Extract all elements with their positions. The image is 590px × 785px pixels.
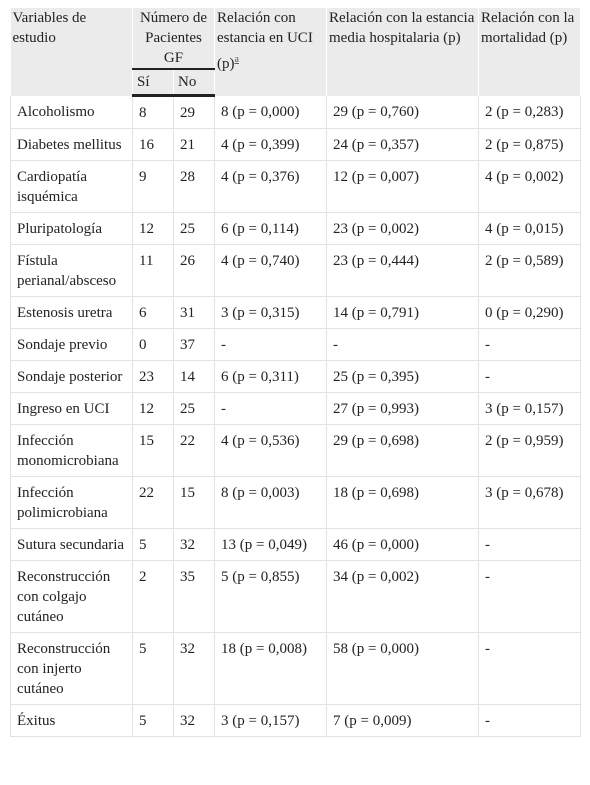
cell-stay: 34 (p = 0,002) — [327, 561, 479, 633]
cell-no: 22 — [174, 425, 215, 477]
cell-uci: - — [215, 329, 327, 361]
table-row — [11, 477, 581, 529]
cell-variable: Ingreso en UCI — [11, 393, 133, 425]
cell-mortality: 2 (p = 0,875) — [479, 129, 581, 161]
table-row — [11, 96, 581, 129]
cell-uci: 4 (p = 0,536) — [215, 425, 327, 477]
table-row — [11, 245, 581, 297]
cell-stay: 27 (p = 0,993) — [327, 393, 479, 425]
cell-variable: Sutura secundaria — [11, 529, 133, 561]
table-row — [11, 633, 581, 705]
cell-variable: Estenosis uretra — [11, 297, 133, 329]
cell-mortality: 3 (p = 0,157) — [479, 393, 581, 425]
cell-si: 16 — [133, 129, 174, 161]
table-body — [11, 96, 581, 737]
cell-stay: 24 (p = 0,357) — [327, 129, 479, 161]
cell-stay: 23 (p = 0,002) — [327, 213, 479, 245]
cell-no: 29 — [174, 96, 215, 129]
cell-mortality: 4 (p = 0,015) — [479, 213, 581, 245]
header-stay: Relación con la estancia media hospitalaria (p) — [327, 8, 479, 96]
cell-mortality: - — [479, 529, 581, 561]
cell-mortality: - — [479, 705, 581, 737]
cell-uci: 6 (p = 0,311) — [215, 361, 327, 393]
cell-uci: 8 (p = 0,000) — [215, 96, 327, 129]
table-row — [11, 393, 581, 425]
cell-mortality: 4 (p = 0,002) — [479, 161, 581, 213]
cell-stay: 46 (p = 0,000) — [327, 529, 479, 561]
cell-stay: 29 (p = 0,698) — [327, 425, 479, 477]
cell-uci: - — [215, 393, 327, 425]
table-row — [11, 425, 581, 477]
cell-si: 5 — [133, 705, 174, 737]
table-row — [11, 529, 581, 561]
header-patients: Número de Pacientes GF — [133, 8, 215, 69]
cell-variable: Infección monomicrobiana — [11, 425, 133, 477]
cell-variable: Cardiopatía isquémica — [11, 161, 133, 213]
cell-variable: Reconstrucción con injerto cutáneo — [11, 633, 133, 705]
cell-uci: 4 (p = 0,399) — [215, 129, 327, 161]
cell-no: 37 — [174, 329, 215, 361]
cell-si: 23 — [133, 361, 174, 393]
table-row — [11, 161, 581, 213]
cell-mortality: - — [479, 561, 581, 633]
cell-si: 15 — [133, 425, 174, 477]
cell-variable: Alcoholismo — [11, 96, 133, 129]
cell-si: 12 — [133, 393, 174, 425]
table-row — [11, 361, 581, 393]
cell-no: 31 — [174, 297, 215, 329]
cell-no: 14 — [174, 361, 215, 393]
cell-si: 22 — [133, 477, 174, 529]
header-no: No — [174, 69, 215, 96]
cell-no: 15 — [174, 477, 215, 529]
cell-uci: 4 (p = 0,740) — [215, 245, 327, 297]
cell-si: 12 — [133, 213, 174, 245]
cell-no: 28 — [174, 161, 215, 213]
cell-no: 35 — [174, 561, 215, 633]
cell-variable: Infección polimicrobiana — [11, 477, 133, 529]
cell-stay: 58 (p = 0,000) — [327, 633, 479, 705]
table-row — [11, 561, 581, 633]
cell-stay: - — [327, 329, 479, 361]
cell-no: 25 — [174, 393, 215, 425]
cell-mortality: 2 (p = 0,283) — [479, 96, 581, 129]
cell-stay: 18 (p = 0,698) — [327, 477, 479, 529]
cell-uci: 8 (p = 0,003) — [215, 477, 327, 529]
cell-mortality: 2 (p = 0,589) — [479, 245, 581, 297]
header-uci: Relación con estancia en UCI (p)$^a$ — [215, 8, 327, 96]
cell-si: 11 — [133, 245, 174, 297]
table-row — [11, 129, 581, 161]
cell-variable: Sondaje posterior — [11, 361, 133, 393]
cell-mortality: 2 (p = 0,959) — [479, 425, 581, 477]
cell-stay: 23 (p = 0,444) — [327, 245, 479, 297]
cell-mortality: - — [479, 361, 581, 393]
table-row — [11, 213, 581, 245]
cell-si: 8 — [133, 96, 174, 129]
cell-mortality: 3 (p = 0,678) — [479, 477, 581, 529]
cell-stay: 14 (p = 0,791) — [327, 297, 479, 329]
cell-si: 6 — [133, 297, 174, 329]
cell-variable: Pluripatología — [11, 213, 133, 245]
cell-variable: Sondaje previo — [11, 329, 133, 361]
cell-no: 26 — [174, 245, 215, 297]
cell-stay: 7 (p = 0,009) — [327, 705, 479, 737]
cell-variable: Fístula perianal/absceso — [11, 245, 133, 297]
cell-mortality: - — [479, 633, 581, 705]
cell-variable: Diabetes mellitus — [11, 129, 133, 161]
cell-uci: 3 (p = 0,315) — [215, 297, 327, 329]
cell-mortality: - — [479, 329, 581, 361]
cell-uci: 3 (p = 0,157) — [215, 705, 327, 737]
cell-si: 5 — [133, 529, 174, 561]
cell-uci: 18 (p = 0,008) — [215, 633, 327, 705]
cell-uci: 5 (p = 0,855) — [215, 561, 327, 633]
cell-mortality: 0 (p = 0,290) — [479, 297, 581, 329]
table-row — [11, 329, 581, 361]
cell-no: 21 — [174, 129, 215, 161]
cell-variable: Reconstrucción con colgajo cutáneo — [11, 561, 133, 633]
footnote-a[interactable]: a — [234, 54, 239, 65]
header-si: Sí — [133, 69, 174, 96]
cell-no: 32 — [174, 633, 215, 705]
cell-no: 32 — [174, 705, 215, 737]
cell-uci: 6 (p = 0,114) — [215, 213, 327, 245]
results-table — [10, 8, 581, 737]
cell-stay: 12 (p = 0,007) — [327, 161, 479, 213]
cell-stay: 29 (p = 0,760) — [327, 96, 479, 129]
cell-si: 9 — [133, 161, 174, 213]
cell-no: 32 — [174, 529, 215, 561]
cell-uci: 4 (p = 0,376) — [215, 161, 327, 213]
cell-si: 0 — [133, 329, 174, 361]
cell-no: 25 — [174, 213, 215, 245]
table-header — [11, 8, 581, 96]
cell-si: 2 — [133, 561, 174, 633]
table-row — [11, 297, 581, 329]
cell-variable: Éxitus — [11, 705, 133, 737]
table-row — [11, 705, 581, 737]
header-mortality: Relación con la mortalidad (p) — [479, 8, 581, 96]
cell-si: 5 — [133, 633, 174, 705]
cell-uci: 13 (p = 0,049) — [215, 529, 327, 561]
cell-stay: 25 (p = 0,395) — [327, 361, 479, 393]
header-variables: Variables de estudio — [11, 8, 133, 96]
